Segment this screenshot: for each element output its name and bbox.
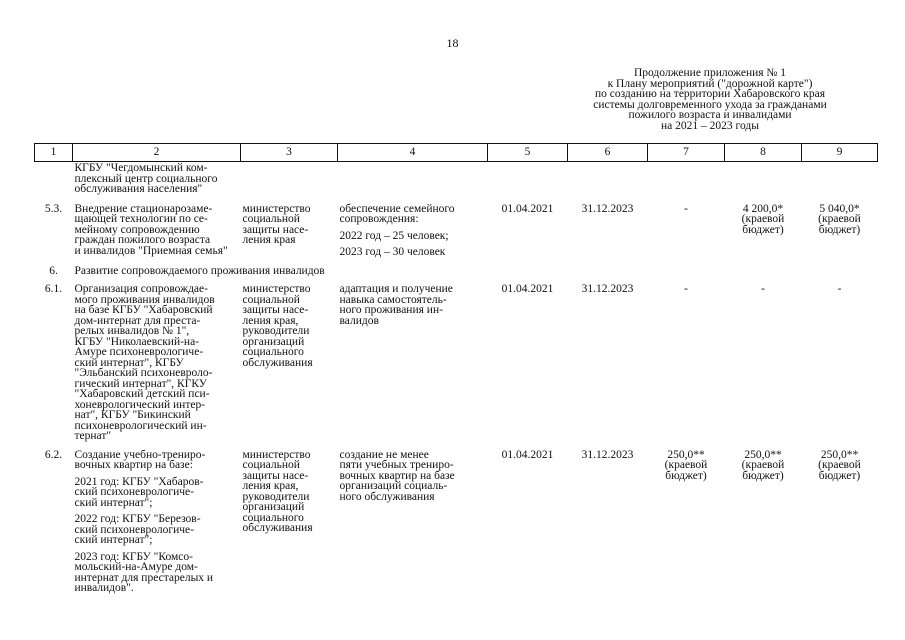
name-paragraph: [75, 477, 239, 509]
heading-line: системы долговременного ухода за гражданами: [593, 98, 827, 111]
text-line: Внедрение стационарозаме-: [74, 202, 213, 215]
text-line: вочных квартир на базе: [339, 469, 455, 482]
text-line: 2023 год – 30 человек: [339, 246, 446, 258]
start-date: 01.04.2021: [501, 202, 554, 215]
text-line: гический интернат", КГКУ: [74, 377, 207, 390]
text-line: плексный центр социального: [74, 172, 218, 185]
text-line: 5 040,0*: [819, 202, 860, 215]
text-line: защиты насе-: [242, 223, 309, 236]
text-line: бюджет): [818, 469, 861, 482]
end-date: 31.12.2023: [581, 448, 634, 461]
text-line: дом-интернат для преста-: [74, 314, 201, 327]
text-line: обслуживания населения": [74, 183, 203, 195]
text-line: мого проживания инвалидов: [74, 293, 215, 306]
funding-col8: [725, 450, 802, 602]
section-row: [35, 266, 878, 285]
measure-name: [73, 162, 241, 204]
text-line: -: [761, 283, 765, 295]
text-line: социальной: [242, 459, 300, 471]
text-line: организаций: [242, 335, 305, 348]
text-line: "Хабаровский детский пси-: [74, 388, 210, 400]
text-line: 2022 год – 25 человек;: [339, 229, 449, 242]
heading-line: Продолжение приложения № 1: [633, 67, 787, 79]
name-paragraph: [75, 514, 239, 546]
text-line: (краевой: [741, 213, 785, 225]
text-line: ления края,: [242, 480, 299, 492]
funding-col8: [725, 204, 802, 266]
text-line: мольский-на-Амуре дом-: [74, 561, 198, 573]
text-line: ления края: [242, 234, 296, 246]
funding-col7: [648, 162, 725, 204]
text-line: на базе КГБУ "Хабаровский: [74, 304, 213, 316]
text-line: бюджет): [818, 223, 861, 236]
text-line: Амуре психоневрологиче-: [74, 346, 204, 358]
text-line: ский психоневрологиче-: [74, 523, 194, 536]
text-line: "Эльбанский психоневроло-: [74, 367, 213, 379]
funding-col8: [725, 162, 802, 204]
text-line: ский интернат";: [74, 496, 153, 509]
expected-result: [338, 162, 488, 204]
heading-line: к Плану мероприятий ("дорожной карте"): [607, 77, 813, 90]
text-line: социальной: [242, 293, 300, 306]
text-line: и инвалидов "Приемная семья": [74, 244, 228, 257]
text-line: бюджет): [742, 469, 784, 482]
text-line: (краевой: [818, 459, 861, 471]
funding-col9: [802, 162, 878, 204]
text-line: (краевой: [818, 213, 861, 225]
text-line: тернат": [74, 430, 112, 442]
heading-line: пожилого возраста и инвалидами: [628, 109, 792, 121]
funding-col9: [802, 284, 878, 450]
expected-result: [338, 204, 488, 266]
text-line: Создание учебно-трениро-: [74, 448, 206, 461]
text-line: обслуживания: [242, 356, 313, 369]
result-paragraph: [340, 231, 486, 242]
expected-result: [338, 284, 488, 450]
text-line: КГБУ "Чегдомынский ком-: [74, 162, 208, 174]
column-number: 5: [488, 144, 568, 162]
text-line: 4 200,0*: [742, 202, 784, 215]
column-number: 1: [35, 144, 73, 162]
measure-name: [73, 450, 241, 602]
section-title: Развитие сопровождаемого проживания инвалидов: [74, 264, 325, 277]
text-line: -: [837, 283, 842, 295]
text-line: обслуживания: [242, 522, 313, 534]
text-line: обеспечение семейного: [339, 202, 455, 215]
text-line: 250,0**: [820, 448, 859, 461]
executor: [241, 162, 338, 204]
text-line: сопровождения:: [339, 213, 419, 225]
text-line: КГБУ "Николаевский-на-: [74, 335, 200, 348]
text-line: мейному сопровождению: [74, 223, 200, 236]
text-line: руководители: [242, 325, 310, 337]
funding-col9: [802, 204, 878, 266]
executor: [241, 450, 338, 602]
text-line: организаций: [242, 501, 305, 513]
text-line: Организация сопровождае-: [74, 283, 208, 295]
roadmap-table: [34, 143, 878, 602]
text-line: валидов: [339, 314, 379, 327]
text-line: организаций социаль-: [339, 480, 448, 492]
row-number: [35, 162, 73, 204]
text-line: вочных квартир на базе:: [74, 459, 193, 471]
text-line: защиты насе-: [242, 304, 309, 316]
row-number: 6.2.: [44, 448, 63, 461]
text-line: ский интернат", КГБУ: [74, 356, 184, 369]
text-line: интернат для престарелых и: [74, 571, 214, 584]
text-line: граждан пожилого возраста: [74, 234, 211, 246]
text-line: социальной: [242, 213, 300, 225]
text-line: -: [684, 202, 688, 215]
text-line: защиты насе-: [242, 469, 309, 482]
name-paragraph: [75, 552, 239, 594]
text-line: ного обслуживания: [339, 490, 435, 503]
funding-col9: [802, 450, 878, 602]
text-line: релых инвалидов № 1",: [74, 325, 190, 337]
text-line: министерство: [242, 283, 311, 295]
text-line: министерство: [242, 448, 311, 461]
text-line: (краевой: [664, 459, 708, 471]
start-date: 01.04.2021: [501, 283, 554, 295]
text-line: 2021 год: КГБУ "Хабаров-: [74, 475, 204, 488]
result-paragraph: [340, 204, 486, 225]
text-line: ский интернат";: [74, 534, 153, 546]
text-line: -: [684, 283, 688, 295]
text-line: навыка самостоятель-: [339, 293, 447, 306]
funding-col7: [648, 284, 725, 450]
text-line: 2023 год: КГБУ "Комсо-: [74, 550, 193, 563]
text-line: (краевой: [741, 459, 785, 471]
table-row: [35, 450, 878, 602]
expected-result: [338, 450, 488, 602]
text-line: ного проживания ин-: [339, 304, 443, 316]
column-number: 3: [241, 144, 338, 162]
row-number: 6.1.: [44, 283, 63, 295]
text-line: бюджет): [742, 223, 784, 236]
text-line: создание не менее: [339, 448, 429, 461]
table-row: [35, 204, 878, 266]
text-line: социального: [242, 511, 304, 524]
start-date: 01.04.2021: [501, 448, 554, 461]
funding-col8: [725, 284, 802, 450]
start-date: [488, 162, 568, 204]
end-date: 31.12.2023: [581, 202, 634, 215]
text-line: щающей технологии по се-: [74, 213, 208, 225]
heading-line: по созданию на территории Хабаровского края: [594, 88, 826, 100]
text-line: руководители: [242, 490, 310, 503]
text-line: ский психоневрологиче-: [74, 486, 194, 498]
measure-name: [73, 204, 241, 266]
column-number: 4: [338, 144, 488, 162]
column-number: 6: [568, 144, 648, 162]
column-number: 2: [73, 144, 241, 162]
table-row: [35, 284, 878, 450]
column-number: 8: [725, 144, 802, 162]
text-line: нат", КГБУ "Бикинский: [74, 409, 191, 421]
executor: [241, 284, 338, 450]
text-line: 250,0**: [744, 448, 782, 461]
text-line: социального: [242, 346, 304, 358]
appendix-heading: [545, 68, 875, 131]
text-line: пяти учебных трениро-: [339, 459, 454, 471]
result-paragraph: [340, 247, 486, 258]
heading-line: на 2021 – 2023 годы: [661, 119, 759, 132]
column-number: 9: [802, 144, 878, 162]
text-line: 2022 год: КГБУ "Березов-: [74, 513, 201, 525]
funding-col7: [648, 204, 725, 266]
text-line: ления края,: [242, 314, 299, 327]
funding-col7: [648, 450, 725, 602]
end-date: [568, 162, 648, 204]
text-line: 250,0**: [667, 448, 705, 461]
text-line: бюджет): [665, 469, 707, 482]
name-paragraph: [75, 450, 239, 471]
text-line: инвалидов".: [74, 582, 134, 594]
text-line: психоневрологический ин-: [74, 419, 207, 432]
page-number: 18: [446, 36, 459, 50]
column-number-row: [35, 144, 878, 162]
text-line: хоневрологический интер-: [74, 398, 206, 411]
text-line: адаптация и получение: [339, 283, 453, 295]
row-number: 6.: [49, 264, 58, 277]
executor: [241, 204, 338, 266]
table-row: [35, 162, 878, 204]
end-date: 31.12.2023: [581, 283, 634, 295]
text-line: министерство: [242, 202, 311, 215]
row-number: 5.3.: [44, 202, 63, 215]
column-number: 7: [648, 144, 725, 162]
measure-name: [73, 284, 241, 450]
